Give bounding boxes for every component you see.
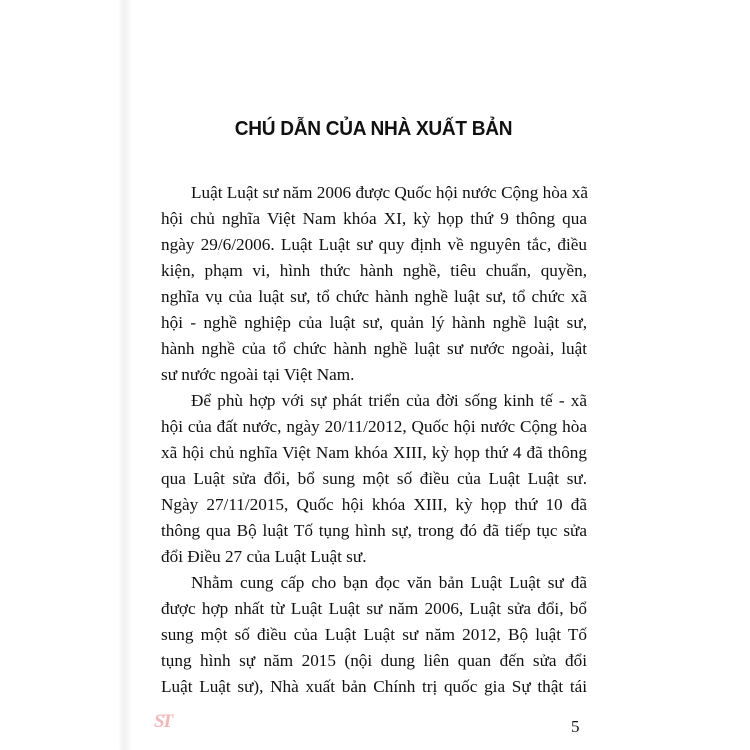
text-line: đổi Điều 27 của Luật Luật sư. xyxy=(161,547,367,566)
paragraph-2 xyxy=(161,388,587,570)
text-line: hội - nghề nghiệp của luật sư, quản lý hành nghề luật sư, xyxy=(161,313,587,332)
text-line: sư nước ngoài tại Việt Nam. xyxy=(161,365,355,384)
paragraph-1 xyxy=(161,180,587,388)
text-line: thông qua Bộ luật Tố tụng hình sự, trong đó đã tiếp tục sửa xyxy=(161,521,587,540)
publisher-logo-icon: ST xyxy=(154,711,171,732)
text-line: hội chủ nghĩa Việt Nam khóa XI, kỳ họp thứ 9 thông qua xyxy=(161,209,587,228)
page-number: 5 xyxy=(571,717,580,736)
text-line: qua Luật sửa đổi, bổ sung một số điều của Luật Luật sư. xyxy=(161,469,587,488)
text-line: Ngày 27/11/2015, Quốc hội khóa XIII, kỳ họp thứ 10 đã xyxy=(161,495,587,514)
text-line: nghĩa vụ của luật sư, tổ chức hành nghề luật sư, tổ chức xã xyxy=(161,287,587,306)
text-line: hành nghề của tổ chức hành nghề luật sư nước ngoài, luật xyxy=(161,339,587,358)
page-edge-shadow xyxy=(118,0,132,750)
text-line: Luật Luật sư năm 2006 được Quốc hội nước Cộng hòa xã xyxy=(191,183,588,202)
text-line: tụng hình sự năm 2015 (nội dung liên quan đến sửa đổi xyxy=(161,651,587,670)
text-line: Luật Luật sư), Nhà xuất bản Chính trị quốc gia Sự thật tái xyxy=(161,677,587,696)
text-line: Để phù hợp với sự phát triển của đời sống kinh tế - xã xyxy=(191,391,587,410)
text-line: sung một số điều của Luật Luật sư năm 2012, Bộ luật Tố xyxy=(161,625,587,644)
paragraph-3 xyxy=(161,570,587,700)
body-text xyxy=(161,180,587,700)
text-line: kiện, phạm vi, hình thức hành nghề, tiêu chuẩn, quyền, xyxy=(161,261,587,280)
text-line: ngày 29/6/2006. Luật Luật sư quy định về nguyên tắc, điều xyxy=(161,235,587,254)
text-line: Nhằm cung cấp cho bạn đọc văn bản Luật Luật sư đã xyxy=(191,573,587,592)
text-line: hội của đất nước, ngày 20/11/2012, Quốc hội nước Cộng hòa xyxy=(161,417,587,436)
page-title: CHÚ DẪN CỦA NHÀ XUẤT BẢN xyxy=(234,117,513,140)
text-line: xã hội chủ nghĩa Việt Nam khóa XIII, kỳ họp thứ 4 đã thông xyxy=(161,443,587,462)
text-line: được hợp nhất từ Luật Luật sư năm 2006, Luật sửa đổi, bổ xyxy=(161,599,587,618)
